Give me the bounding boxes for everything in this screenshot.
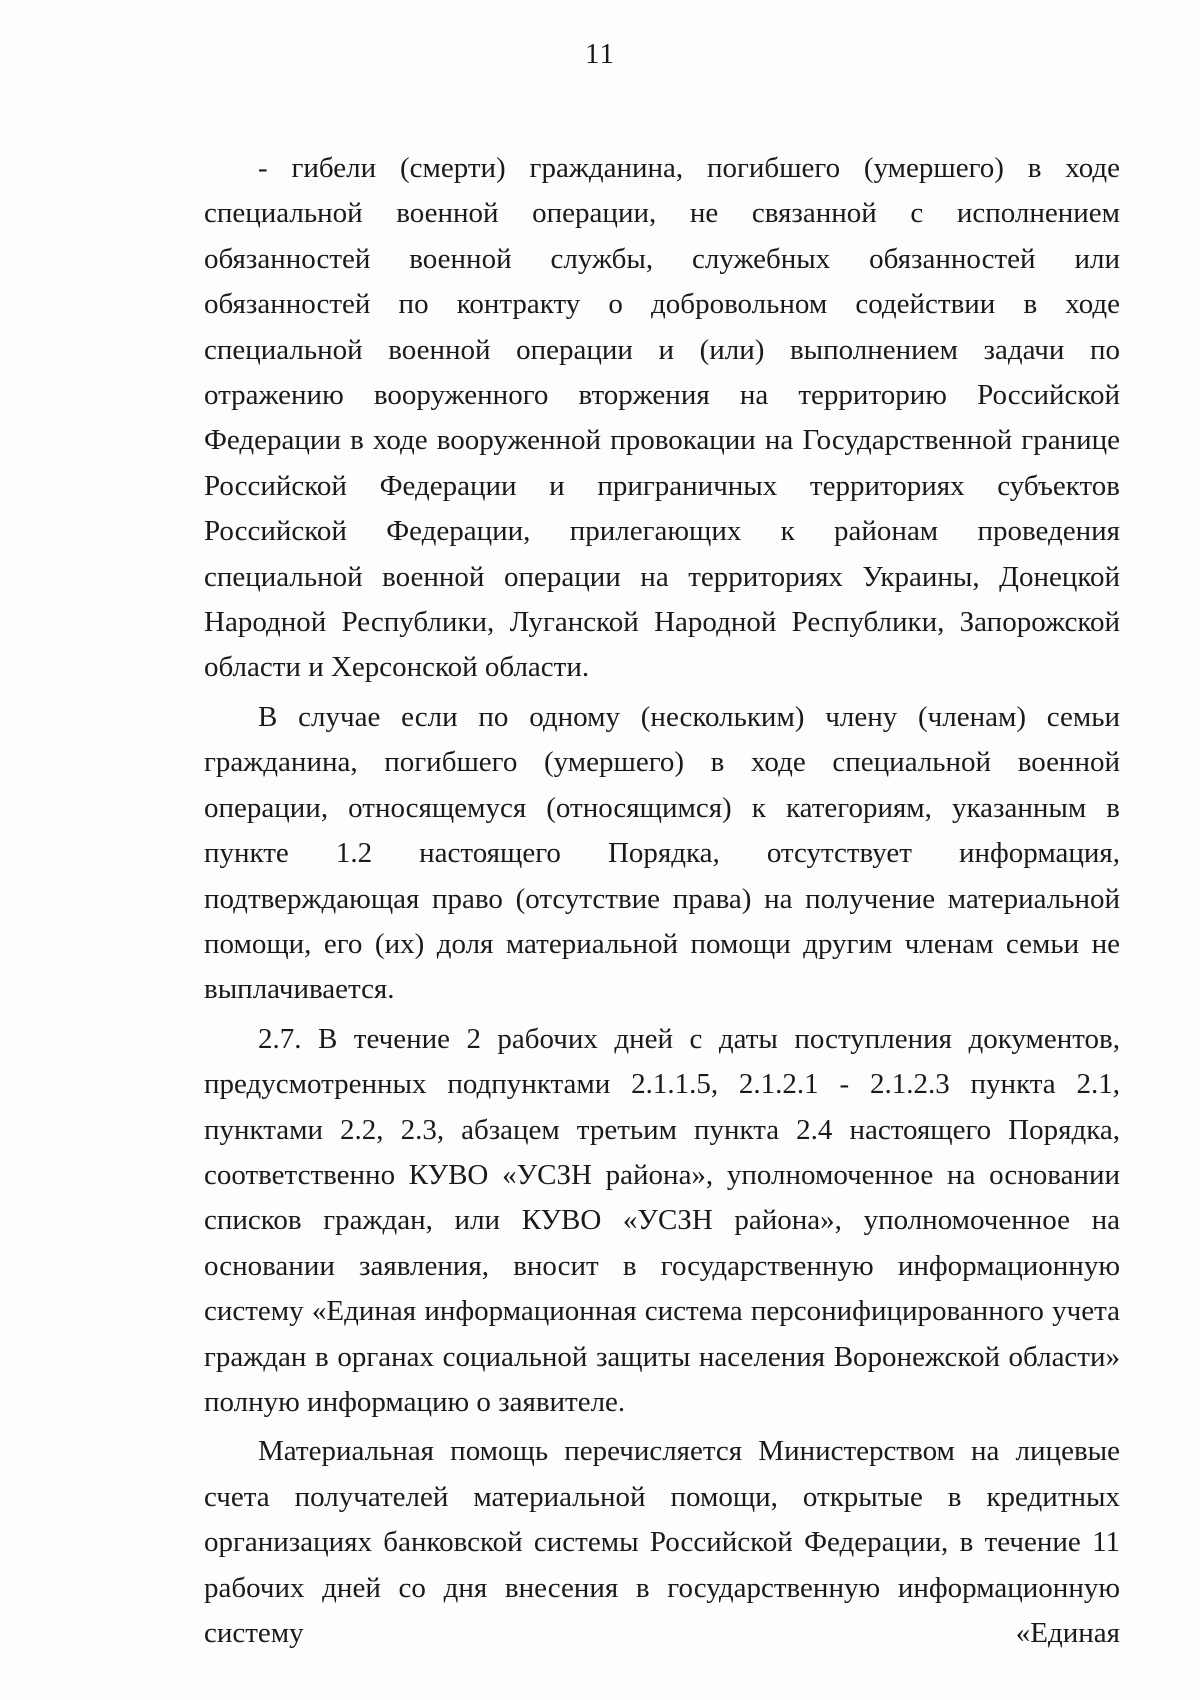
paragraph-death-circumstances: - гибели (смерти) гражданина, погибшего (умершего) в ходе специальной военной операции, не связанной с исполнением обязанностей военной службы, служебных обязанностей или обязанностей по контракту о добровольном содействии в ходе специальной военной операции и (или) выполнением задачи по отражению вооруженного вторжения на территорию Российской Федерации в ходе вооруженной провокации на Государственной границе Российской Федерации и приграничных территориях субъектов Российской Федерации, прилегающих к районам проведения специальной военной операции на территориях Украины, Донецкой Народной Республики, Луганской Народной Республики, Запорожской области и Херсонской области. — [204, 152, 1120, 684]
document-body — [204, 146, 1120, 1656]
page-number: 11 — [585, 38, 615, 70]
paragraph-payment-transfer: Материальная помощь перечисляется Министерством на лицевые счета получателей материальной помощи, открытые в кредитных организациях банковской системы Российской Федерации, в течение 11 рабочих дней со дня внесения в государственную информационную систему «Единая — [204, 1435, 1120, 1649]
paragraph-clause-2-7: 2.7. В течение 2 рабочих дней с даты поступления документов, предусмотренных подпунктами 2.1.1.5, 2.1.2.1 - 2.1.2.3 пункта 2.1, пунктами 2.2, 2.3, абзацем третьим пункта 2.4 настоящего Порядка, соответственно КУВО «УСЗН района», уполномоченное на основании списков граждан, или КУВО «УСЗН района», уполномоченное на основании заявления, вносит в государственную информационную систему «Единая информационная система персонифицированного учета граждан в органах социальной защиты населения Воронежской области» полную информацию о заявителе. — [204, 1022, 1120, 1418]
paragraph-missing-information: В случае если по одному (нескольким) члену (членам) семьи гражданина, погибшего (умершего) в ходе специальной военной операции, относящемуся (относящимся) к категориям, указанным в пункте 1.2 настоящего Порядка, отсутствует информация, подтверждающая право (отсутствие права) на получение материальной помощи, его (их) доля материальной помощи другим членам семьи не выплачивается. — [204, 700, 1120, 1006]
